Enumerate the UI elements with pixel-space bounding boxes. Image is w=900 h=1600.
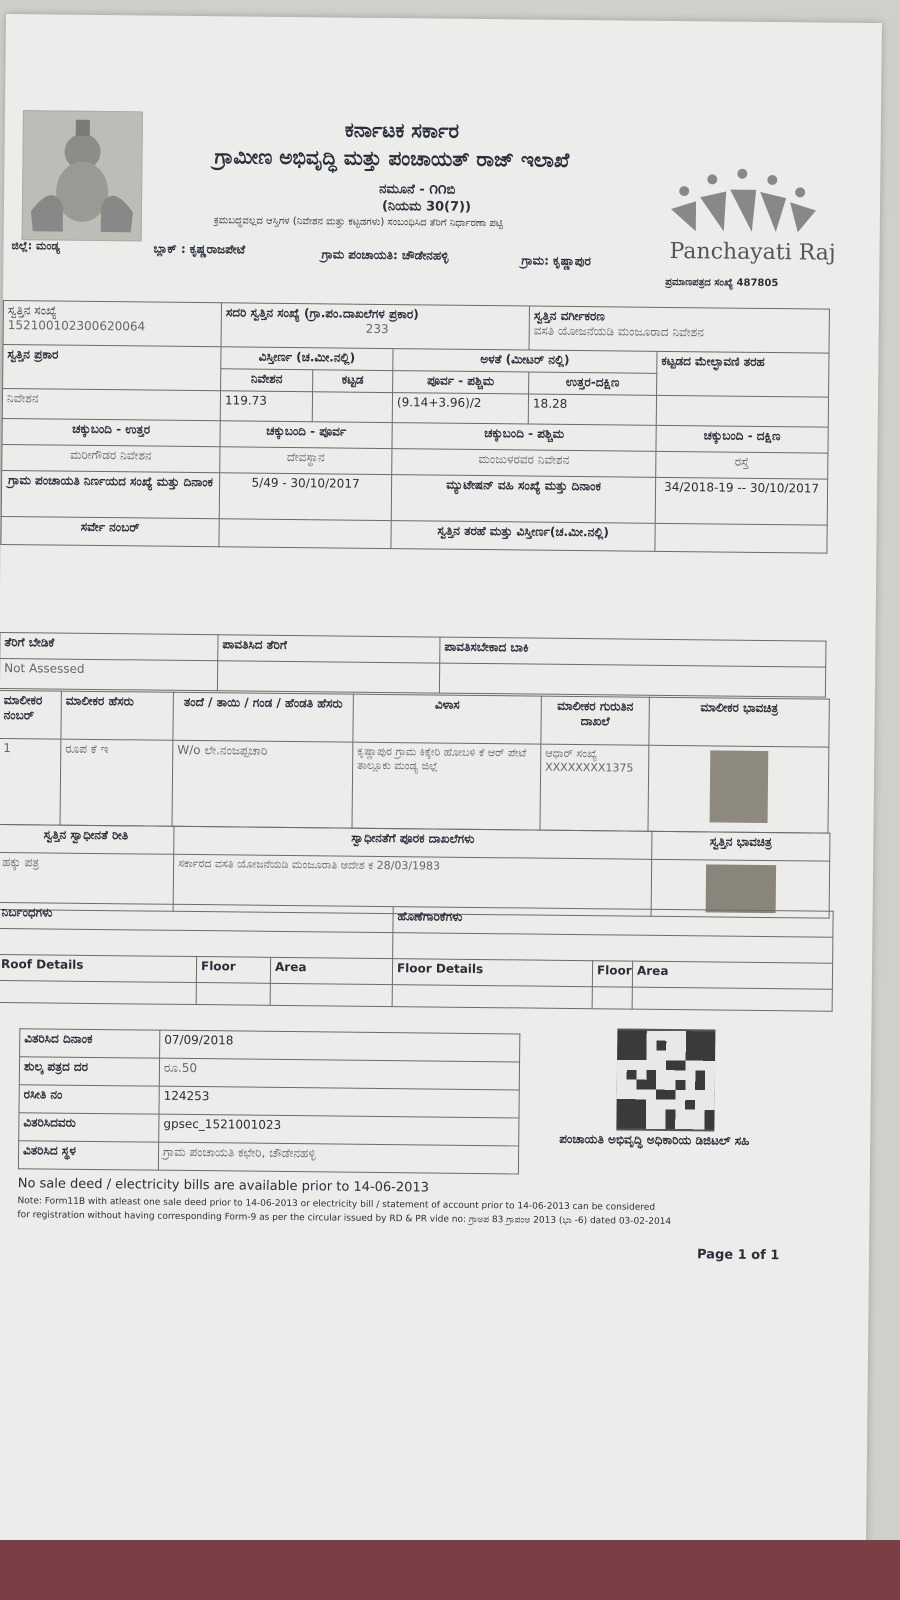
ownership-type: ಹಕ್ಕು ಪತ್ರ <box>0 852 174 911</box>
owner-id: ಆಧಾರ್ ಸಂಖ್ಯೆ XXXXXXXX1375 <box>540 744 649 831</box>
form11b-note: Note: Form11B with atleast one sale deed prior to 14-06-2013 or electricity bill / statement of account prior to 14-06-2013 can be considered <box>17 1196 656 1213</box>
receipt-number: 124253 <box>159 1086 519 1118</box>
tax-table <box>0 632 826 698</box>
property-type-label: ಸ್ವತ್ತಿನ ಪ್ರಕಾರ <box>3 344 221 390</box>
resolution-value: 5/49 - 30/10/2017 <box>219 473 391 521</box>
document-sheet <box>0 14 882 1568</box>
page-number: Page 1 of 1 <box>696 1247 780 1264</box>
ownership-type-label: ಸ್ವತ್ತಿನ ಸ್ವಾಧೀನತೆ ರೀತಿ <box>0 824 174 854</box>
building-label: ಕಟ್ಟಡ <box>313 370 393 393</box>
property-id-label: ಸ್ವತ್ತಿನ ಸಂಖ್ಯೆ 152100102300620064 <box>3 300 221 346</box>
tax-demand-value: Not Assessed <box>0 658 218 690</box>
owner-address: ಕೃಷ್ಣಾಪುರ ಗ್ರಾಮ ಕಿಕ್ಕೇರಿ ಹೋಬಳಿ ಕೆ ಆರ್ ಪೇಟೆ ತಾಲ್ಲೂಕು ಮಂಡ್ಯ ಜಿಲ್ಲೆ <box>352 742 541 830</box>
type-area-value <box>655 523 827 553</box>
east-boundary: ದೇವಸ್ಥಾನ <box>220 447 392 475</box>
south-boundary-label: ಚಕ್ಕುಬಂದಿ - ದಕ್ಷಿಣ <box>656 425 828 453</box>
form-number: ನಮೂನೆ - ౧౧ಬಿ <box>379 181 456 198</box>
document-header <box>3 14 882 313</box>
rule-number: (ನಿಯಮ 30(7)) <box>381 198 472 215</box>
owner-photo <box>648 745 829 833</box>
owner-table <box>0 690 830 834</box>
tax-paid-value <box>217 661 439 693</box>
issued-by-label: ವಿತರಿಸಿದವರು <box>19 1113 159 1142</box>
floor-header-right: Floor <box>592 961 632 987</box>
village: ಗ್ರಾಮ: ಕೃಷ್ಣಾಪುರ <box>521 253 591 269</box>
site-label: ನಿವೇಶನ <box>221 369 313 392</box>
tax-due-label: ಪಾವತಿಸಬೇಕಾದ ಬಾಕಿ <box>440 637 826 667</box>
ownership-docs: ಸರ್ಕಾರದ ವಸತಿ ಯೋಜನೆಯಡಿ ಮಂಜೂರಾತಿ ಆದೇಶ ಕ 28/03/1983 <box>173 854 652 916</box>
property-details-table <box>0 300 830 554</box>
mutation-value: 34/2018-19 -- 30/10/2017 <box>655 477 827 525</box>
floor-details-table <box>0 902 834 1012</box>
area-header-right: Area <box>632 961 832 989</box>
property-photo-image <box>705 864 775 913</box>
digital-signature-label: ಪಂಚಾಯತಿ ಅಭಿವೃದ್ಧಿ ಅಧಿಕಾರಿಯ ಡಿಜಿಟಲ್ ಸಹಿ <box>559 1131 750 1148</box>
owner-number: 1 <box>0 738 61 825</box>
fee-label: ಶುಲ್ಕ ಪತ್ರದ ದರ <box>19 1057 159 1086</box>
west-boundary-label: ಚಕ್ಕುಬಂದಿ - ಪಶ್ಚಿಮ <box>392 423 656 452</box>
owner-name: ರೂಪ ಕೆ ಇ <box>60 739 173 826</box>
survey-number-label: ಸರ್ವೇ ನಂಬರ್ <box>1 516 219 546</box>
owner-photo-image <box>709 750 768 823</box>
certificate-number: ಪ್ರಮಾಣಪತ್ರದ ಸಂಖ್ಯೆ 487805 <box>665 276 779 290</box>
owner-name-header: ಮಾಲೀಕರ ಹೆಸರು <box>61 691 173 740</box>
restrictions-value <box>0 928 393 958</box>
floor-left-value <box>196 983 270 1006</box>
owner-number-header: ಮಾಲೀಕರ ನಂಬರ್ <box>0 690 61 739</box>
roof-details-header: Roof Details <box>0 954 197 982</box>
issue-place: ಗ್ರಾಮ ಪಂಚಾಯತಿ ಕಛೇರಿ, ಚೌಡೇನಹಳ್ಳಿ <box>158 1142 518 1174</box>
roof-details-value <box>0 980 196 1004</box>
resolution-label: ಗ್ರಾಮ ಪಂಚಾಯತಿ ನಿರ್ಣಯದ ಸಂಖ್ಯೆ ಮತ್ತು ದಿನಾಂಕ <box>1 470 219 518</box>
floor-details-value <box>392 985 592 1009</box>
issue-date: 07/09/2018 <box>160 1030 520 1062</box>
block: ಬ್ಲಾಕ್ : ಕೃಷ್ಣರಾಜಪೇಟೆ <box>153 241 246 257</box>
property-id-value: 152100102300620064 <box>7 318 146 334</box>
type-area-label: ಸ್ವತ್ತಿನ ತರಹೆ ಮತ್ತು ವಿಸ್ತೀರ್ಣ(ಚ.ಮೀ.ನಲ್ಲಿ) <box>391 521 655 552</box>
dimension-label: ಅಳತೆ (ಮೀಟರ್ ನಲ್ಲಿ) <box>393 349 657 374</box>
owner-id-header: ಮಾಲೀಕರ ಗುರುತಿನ ದಾಖಲೆ <box>541 696 649 745</box>
floor-details-header: Floor Details <box>392 959 592 987</box>
floor-header-left: Floor <box>196 957 270 984</box>
survey-number-value <box>219 519 391 549</box>
sale-deed-note: No sale deed / electricity bills are available prior to 14-06-2013 <box>17 1176 430 1196</box>
owner-address-header: ವಿಳಾಸ <box>353 694 541 744</box>
karnataka-emblem-icon <box>22 110 143 241</box>
ownership-docs-label: ಸ್ವಾಧೀನತೆಗೆ ಪೂರಕ ದಾಖಲೆಗಳು <box>174 826 652 859</box>
roof-type-value <box>656 395 828 427</box>
east-west-label: ಪೂರ್ವ - ಪಶ್ಚಿಮ <box>393 371 529 394</box>
owner-relation-header: ತಂದೆ / ತಾಯಿ / ಗಂಡ / ಹೆಂಡತಿ ಹೆಸರು <box>173 692 353 742</box>
owner-photo-header: ಮಾಲೀಕರ ಭಾವಚಿತ್ರ <box>649 697 829 747</box>
area-left-value <box>270 983 392 1006</box>
mutation-label: ಮ್ಯುಟೇಷನ್ ವಹಿ ಸಂಖ್ಯೆ ಮತ್ತು ದಿನಾಂಕ <box>391 475 655 524</box>
tax-demand-label: ತೆರಿಗೆ ಬೇಡಿಕೆ <box>0 632 218 660</box>
issue-place-label: ವಿತರಿಸಿದ ಸ್ಥಳ <box>18 1141 158 1170</box>
north-boundary-label: ಚಕ್ಕುಬಂದಿ - ಉತ್ತರ <box>2 418 220 446</box>
restrictions-label: ನಿರ್ಬಂಧಗಳು <box>0 902 393 932</box>
site-area-value: 119.73 <box>220 391 312 422</box>
panchayati-raj-logo-text: Panchayati Raj <box>669 238 836 266</box>
north-boundary: ಮರೀಗೌಡರ ನಿವೇಶನ <box>2 444 220 472</box>
issued-by: gpsec_1521001023 <box>159 1114 519 1146</box>
fee-value: ರೂ.50 <box>159 1058 519 1090</box>
area-right-value <box>632 987 832 1011</box>
south-boundary: ರಸ್ತೆ <box>656 451 828 479</box>
property-type-value: ನಿವೇಶನ <box>2 388 220 420</box>
tax-due-value <box>439 663 825 697</box>
district: ಜಿಲ್ಲೆ: ಮಂಡ್ಯ <box>11 239 61 253</box>
issue-date-label: ವಿತರಿಸಿದ ದಿನಾಂಕ <box>20 1029 160 1058</box>
roof-type-label: ಕಟ್ಟಡದ ಮೇಲ್ಛಾವಣಿ ತರಹ <box>657 351 829 397</box>
area-label: ವಿಸ್ತೀರ್ಣ (ಚ.ಮೀ.ನಲ್ಲಿ) <box>221 347 393 371</box>
issue-details-table <box>18 1028 520 1174</box>
east-west-value: (9.14+3.96)/2 <box>392 393 528 424</box>
west-boundary: ಮಂಜುಳರವರ ನಿವೇಶನ <box>392 449 656 478</box>
building-area-value <box>312 392 392 423</box>
bottom-cover-strip <box>0 1540 900 1600</box>
govt-title: ಕರ್ನಾಟಕ ಸರ್ಕಾರ <box>344 117 460 143</box>
floor-right-value <box>592 987 632 1009</box>
property-photo-label: ಸ್ವತ್ತಿನ ಭಾವಚಿತ್ರ <box>652 831 830 861</box>
liabilities-label: ಹೊಣೆಗಾರಿಕೆಗಳು <box>393 907 833 938</box>
receipt-label: ರಸೀತಿ ನಂ <box>19 1085 159 1114</box>
dept-title: ಗ್ರಾಮೀಣ ಅಭಿವೃದ್ಧಿ ಮತ್ತು ಪಂಚಾಯತ್ ರಾಜ್ ಇಲಾಖೆ <box>214 144 570 172</box>
registration-note: for registration without having corresponding Form-9 as per the circular issued by RD & PR vide no: ಗ್ರಾಅಪ 83 ಗ್ರಾಪಂಅ 2013 (ಭಾ -6) dated 03-02-2014 <box>17 1210 672 1228</box>
gram-panchayat: ಗ್ರಾಮ ಪಂಚಾಯತಿ: ಚೌಡೇನಹಳ್ಳಿ <box>321 247 449 263</box>
owner-relation: W/o ಲೇ.ನಂಜಪ್ಪಚಾರಿ <box>172 740 353 828</box>
form-subtitle: ಕ್ರಮಬದ್ಧವಲ್ಲದ ಆಸ್ತಿಗಳ (ನಿವೇಶನ ಮತ್ತು ಕಟ್ಟಡಗಳು) ಸಂಬಂಧಿಸಿದ ತೆರಿಗೆ ನಿರ್ಧಾರಣಾ ಪಟ್ಟಿ <box>213 215 504 230</box>
property-category: ಸ್ವತ್ತಿನ ವರ್ಗೀಕರಣ ವಸತಿ ಯೋಜನೆಯಡಿ ಮಂಜೂರಾದ ನಿವೇಶನ <box>529 306 829 353</box>
north-south-label: ಉತ್ತರ-ದಕ್ಷಿಣ <box>529 372 657 395</box>
registered-number: ಸದರಿ ಸ್ವತ್ತಿನ ಸಂಖ್ಯೆ (ಗ್ರಾ.ಪಂ.ದಾಖಲೆಗಳ ಪ್ರಕಾರ) 233 <box>221 303 529 350</box>
north-south-value: 18.28 <box>528 394 656 425</box>
qr-code-icon <box>616 1028 715 1131</box>
area-header-left: Area <box>270 957 392 984</box>
east-boundary-label: ಚಕ್ಕುಬಂದಿ - ಪೂರ್ವ <box>220 421 392 449</box>
tax-paid-label: ಪಾವತಿಸಿದ ತೆರಿಗೆ <box>218 635 440 663</box>
